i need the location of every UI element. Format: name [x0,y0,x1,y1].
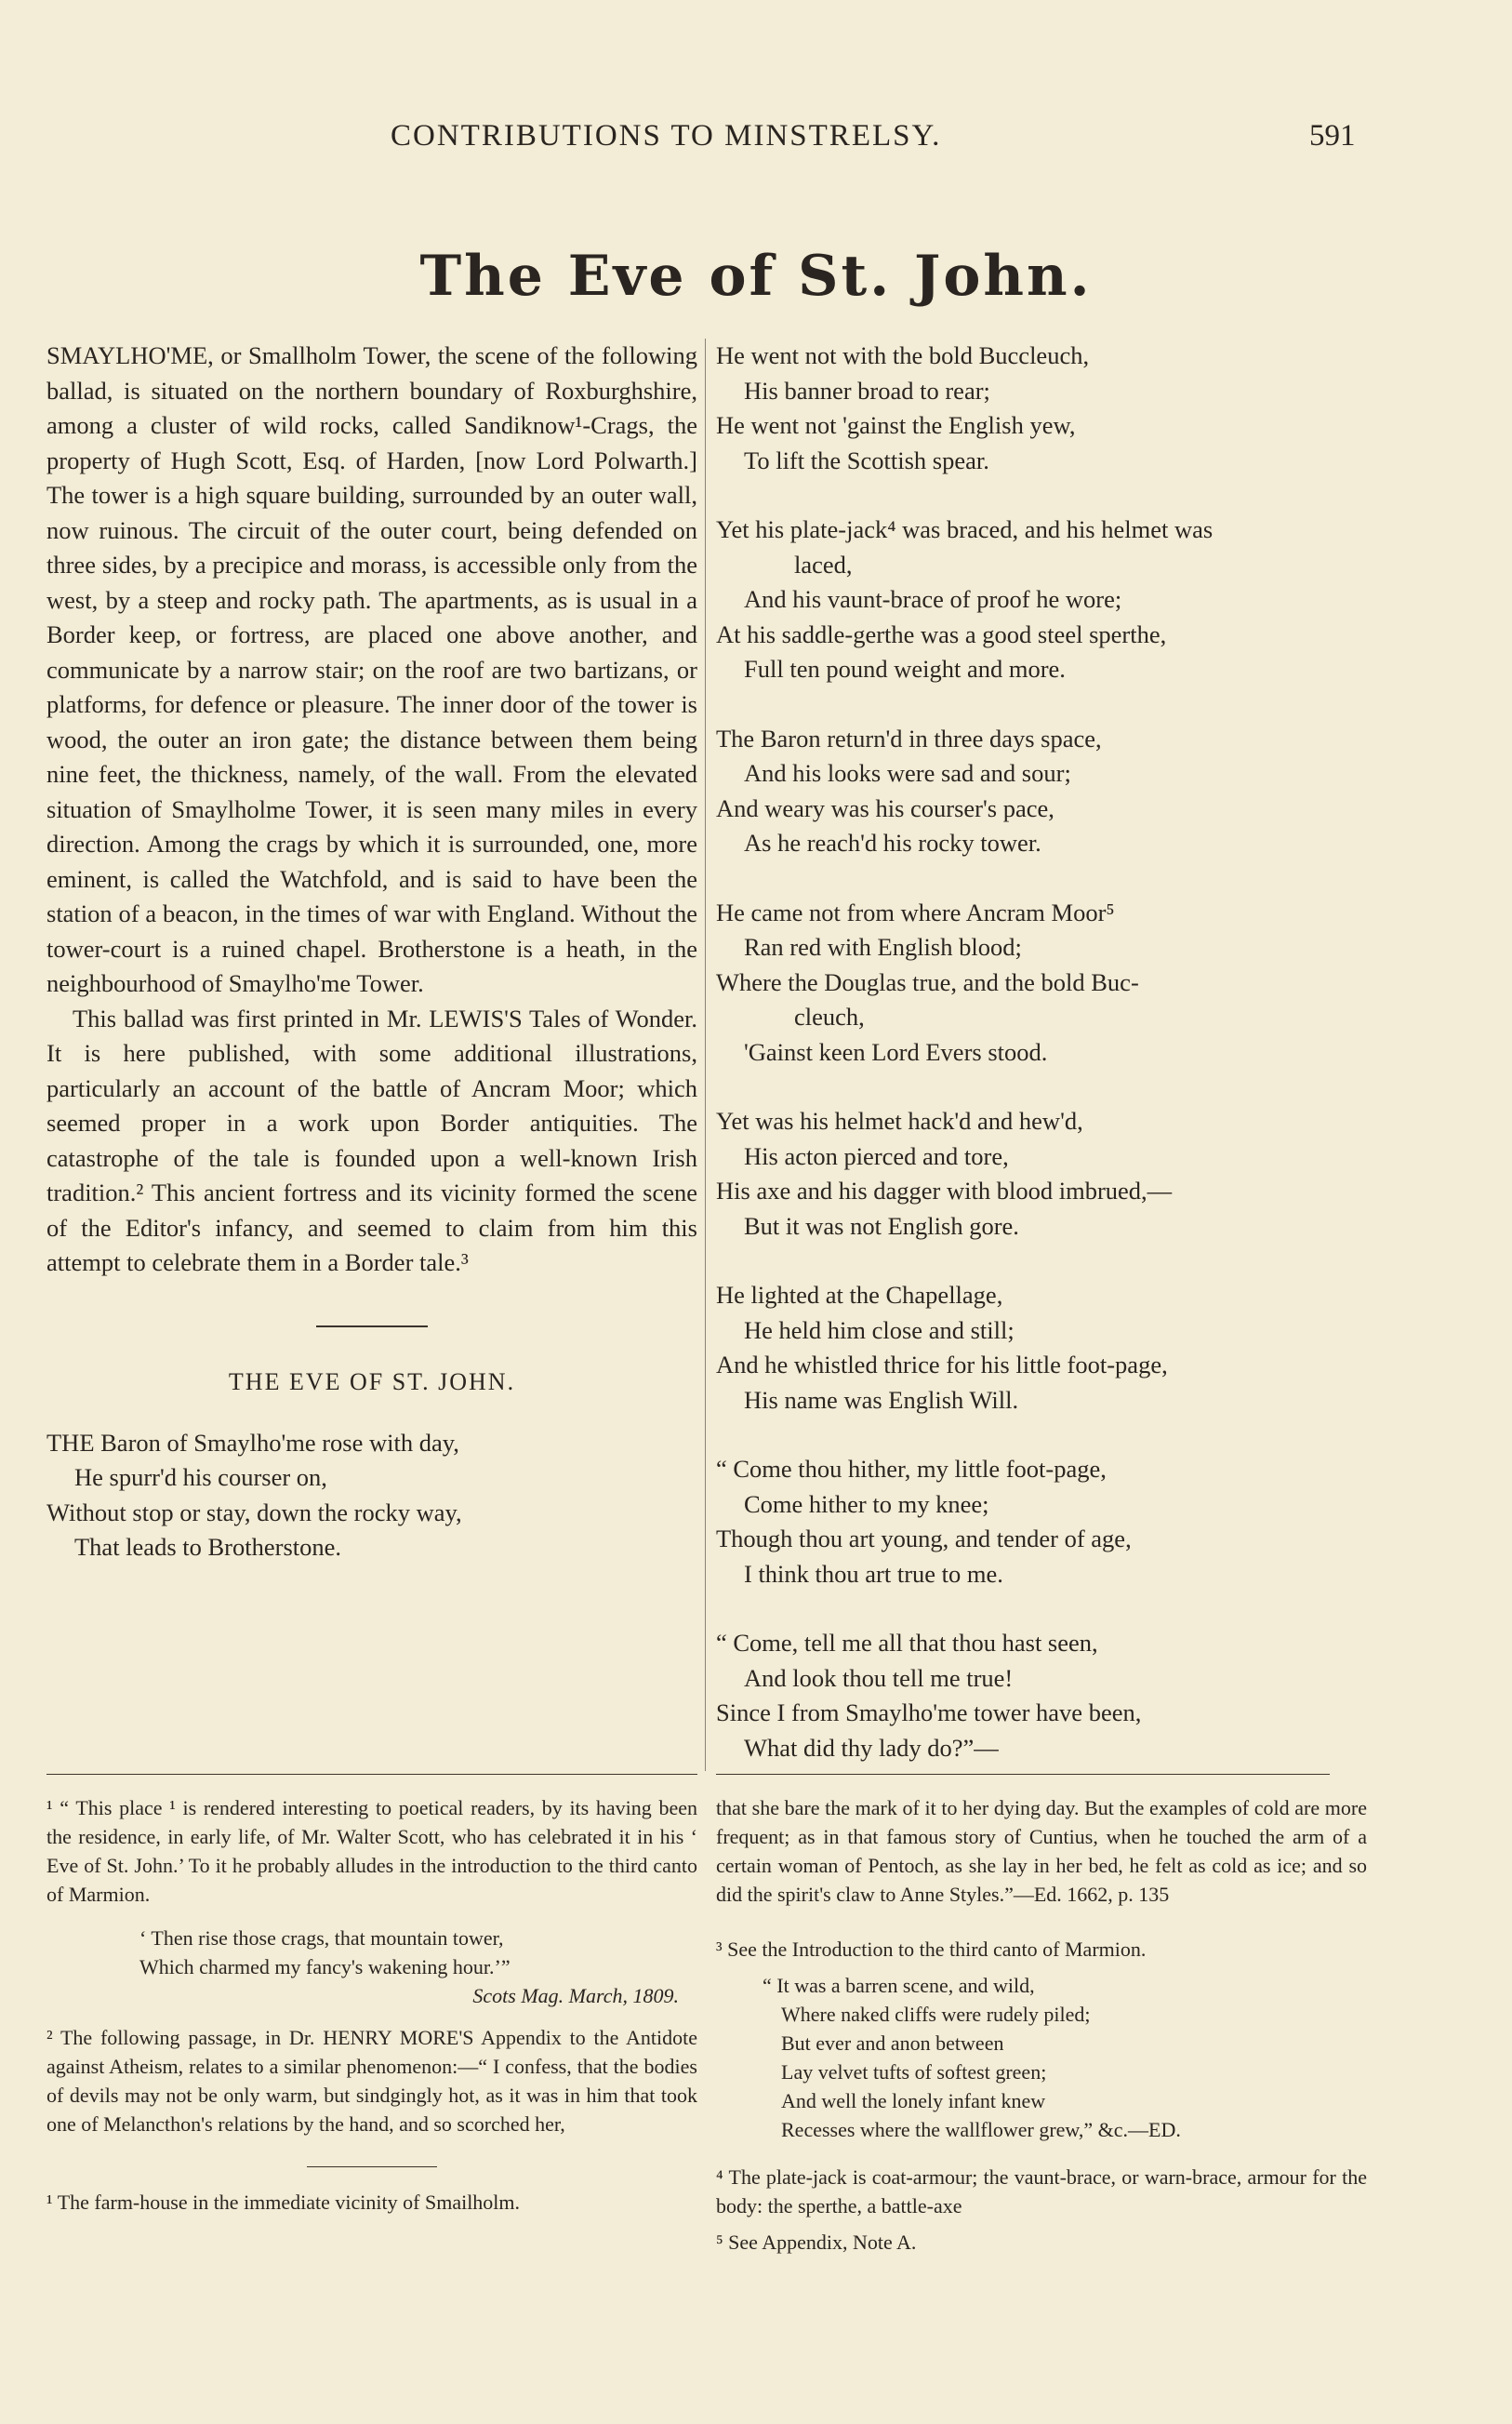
verse-line: And look thou tell me true! [744,1663,1014,1692]
verse-line: He lighted at the Chapellage, [716,1281,1003,1309]
verse-line: As he reach'd his rocky tower. [744,829,1041,857]
quote-line: ‘ Then rise those crags, that mountain tower, [139,1926,504,1950]
verse-line: He went not 'gainst the English yew, [716,411,1076,439]
stanza-right-7 [716,1452,1386,1592]
verse-line: He came not from where Ancram Moor⁵ [716,898,1115,926]
intro-paragraph-2: This ballad was first printed in Mr. LEWIS'S Tales of Wonder. It is here published, with some additional illustrations, particularly an account of the battle of Ancram Moor; which seemed proper in a work upon Border antiquities. The catastrophe of the tale is founded upon a well-known Irish tradition.² This ancient fortress and its vicinity formed the scene of the Editor's infancy, and seemed to claim from him this attempt to celebrate them in a Border tale.³ [46,1004,697,1276]
verse-line: cleuch, [794,1003,865,1031]
quote-line: Where naked cliffs were rudely piled; [781,2003,1091,2026]
verse-line: He spurr'd his courser on, [74,1463,327,1491]
footnote-2-continued: that she bare the mark of it to her dying day. But the examples of cold are more frequent; as in that famous story of Cuntius, when he touched the arm of a certain woman of Pentoch, as she lay in her bed, he felt as cold as ice; and so did the spirit's claw to Anne Styles.”—Ed. 1662, p. 135 [716,1796,1367,1906]
verse-line: And his looks were sad and sour; [744,759,1071,787]
verse-line: His banner broad to rear; [744,376,990,405]
footnote-rule-right [716,1774,1330,1775]
verse-line: “ Come, tell me all that thou hast seen, [716,1629,1098,1657]
page-title: The Eve of St. John. [419,244,1093,309]
stanza-right-6 [716,1278,1386,1418]
intro-paragraph-1: SMAYLHO'ME, or Smallholm Tower, the scene of the following ballad, is situated on the northern boundary of Roxburghshire, among a cluster of wild rocks, called Sandiknow¹-Crags, the property of Hugh Scott, Esq. of Harden, [now Lord Polwarth.] The tower is a high square building, surrounded by an outer wall, now ruinous. The circuit of the outer court, being defended on three sides, by a precipice and morass, is accessible only from the west, by a steep and rocky path. The apartments, as is usual in a Border keep, or fortress, are placed one above another, and communicate by a narrow stair; on the roof are two bartizans, or platforms, for defence or pleasure. The inner door of the tower is wood, the outer an iron gate; the distance between them being nine feet, the thickness, namely, of the wall. From the elevated situation of Smaylholme Tower, it is seen many miles in every direction. Among the crags by which it is surrounded, one, more eminent, is called the Watchfold, and is said to have been the station of a beacon, in the times of war with England. Without the tower-court is a ruined chapel. Brotherstone is a heath, in the neighbourhood of Smaylho'me Tower. [46,341,697,997]
column-divider [705,339,706,1771]
running-header [0,119,1512,156]
verse-line: The Baron return'd in three days space, [716,724,1102,753]
footnote-mini-rule [307,2166,437,2167]
stanza-right-4 [716,896,1386,1071]
page-number: 591 [1309,119,1356,153]
verse-line: And his vaunt-brace of proof he wore; [744,585,1122,613]
verse-line: Come hither to my knee; [744,1489,989,1518]
footnote-2: ² The following passage, in Dr. HENRY MORE'S Appendix to the Antidote against Atheism, relates to a similar phenomenon:—“ I confess, that the bodies of devils may not be only warm, but sindgingly hot, as it was in him that took one of Melancthon's relations by the hand, and so scorched her, [46,2026,697,2136]
verse-line: And weary was his courser's pace, [716,793,1054,822]
verse-line: What did thy lady do?”— [744,1733,999,1762]
verse-line: Yet was his helmet hack'd and hew'd, [716,1107,1083,1135]
stanza-right-2 [716,513,1386,687]
quote-source: Scots Mag. March, 1809. [472,1984,679,2007]
verse-line: Where the Douglas true, and the bold Buc- [716,967,1139,996]
stanza-left-1 [46,1426,697,1565]
verse-line: Yet his plate-jack⁴ was braced, and his helmet was [716,515,1214,543]
verse-line: And he whistled thrice for his little foot-page, [716,1351,1168,1378]
stanza-right-8 [716,1626,1386,1765]
footnote-4: ⁴ The plate-jack is coat-armour; the vaunt-brace, or warn-brace, armour for the body: the sperthe, a battle-axe [716,2165,1367,2218]
quote-line: And well the lonely infant knew [781,2089,1046,2112]
footnotes-right [716,1793,1367,2264]
verse-line: To lift the Scottish spear. [744,446,989,474]
verse-line: But it was not English gore. [744,1211,1019,1240]
quote-line: But ever and anon between [781,2031,1004,2055]
verse-line: His name was English Will. [744,1385,1019,1414]
footnote-5: ⁵ See Appendix, Note A. [716,2231,917,2254]
verse-line: He went not with the bold Buccleuch, [716,341,1090,369]
section-divider [316,1325,428,1327]
verse-line: “ Come thou hither, my little foot-page, [716,1455,1107,1483]
footnote-bottom: ¹ The farm-house in the immediate vicinity of Smailholm. [46,2191,521,2214]
verse-line: I think thou art true to me. [744,1559,1003,1588]
verse-line: That leads to Brotherstone. [74,1533,342,1561]
verse-line: His axe and his dagger with blood imbrued,— [716,1177,1173,1205]
footnote-3: ³ See the Introduction to the third canto of Marmion. [716,1938,1147,1961]
right-column [716,339,1386,1800]
verse-line: Since I from Smaylho'me tower have been, [716,1698,1142,1726]
footnote-1: ¹ “ This place ¹ is rendered interesting to poetical readers, by its having been the residence, in early life, of Mr. Walter Scott, who has celebrated it in his ‘ Eve of St. John.’ To it he probably alludes in the introduction to the third canto of Marmion. [46,1796,697,1906]
quote-line: “ It was a barren scene, and wild, [763,1974,1035,1997]
quote-line: Recesses where the wallflower grew,” &c.—ED. [781,2118,1181,2141]
left-column [46,339,697,1600]
stanza-right-3 [716,722,1386,861]
footnote-1-quote [46,1924,697,2010]
running-title: CONTRIBUTIONS TO MINSTRELSY. [391,119,942,153]
footnote-rule-left [46,1774,697,1775]
verse-line: Without stop or stay, down the rocky way, [46,1498,462,1526]
footnotes-left [46,1793,697,2224]
verse-line: Ran red with English blood; [744,933,1022,961]
verse-line: THE Baron of Smaylho'me rose with day, [46,1428,459,1457]
verse-line: 'Gainst keen Lord Evers stood. [744,1037,1048,1066]
verse-line: Full ten pound weight and more. [744,655,1066,683]
footnote-3-quote [716,1971,1367,2144]
quote-line: Lay velvet tufts of softest green; [781,2060,1047,2084]
verse-line: Though thou art young, and tender of age, [716,1525,1132,1552]
verse-line: At his saddle-gerthe was a good steel sperthe, [716,619,1167,648]
stanza-right-1 [716,339,1386,478]
stanza-right-5 [716,1104,1386,1244]
ballad-title: THE EVE OF ST. JOHN. [228,1367,516,1395]
verse-line: He held him close and still; [744,1315,1015,1344]
verse-line: His acton pierced and tore, [744,1141,1009,1170]
verse-line: laced, [794,550,853,579]
quote-line: Which charmed my fancy's wakening hour.’” [139,1955,511,1978]
